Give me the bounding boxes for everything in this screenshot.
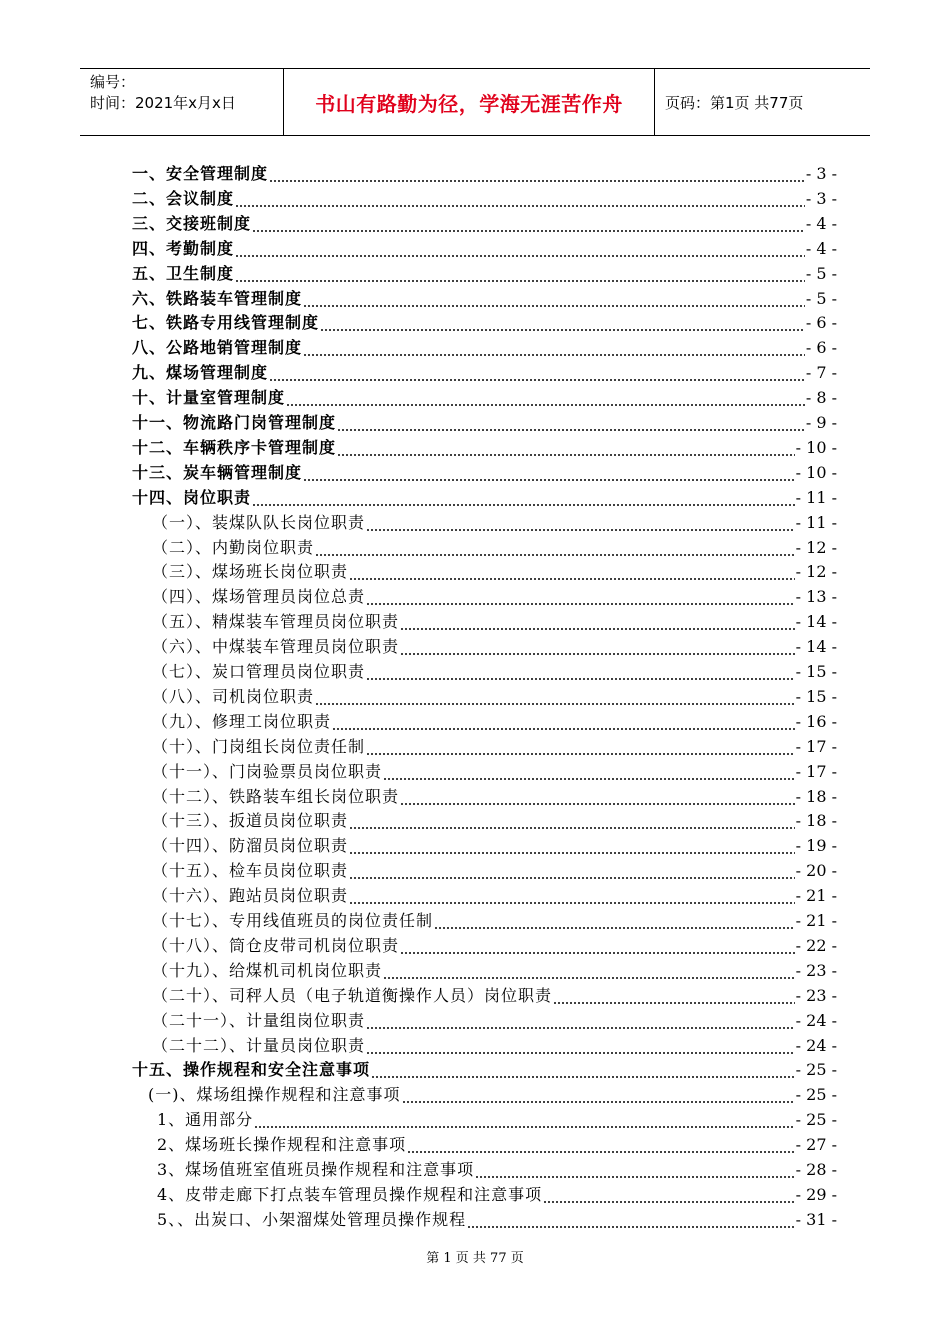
toc-entry-title: 六、铁路装车管理制度 <box>132 289 303 308</box>
toc-dot-leader <box>332 712 795 732</box>
toc-entry-page: - 20 - <box>795 861 837 880</box>
toc-entry[interactable] <box>152 534 837 558</box>
toc-dot-leader <box>269 164 805 184</box>
toc-entry-title: （十八）、筒仓皮带司机岗位职责 <box>152 936 400 955</box>
toc-entry[interactable] <box>132 484 837 508</box>
toc-entry[interactable] <box>152 882 837 906</box>
toc-entry[interactable] <box>152 583 837 607</box>
toc-entry-title: （二十一）、计量组岗位职责 <box>152 1011 366 1030</box>
toc-entry[interactable] <box>157 1156 837 1180</box>
toc-entry[interactable] <box>152 832 837 856</box>
toc-entry-title: （十）、门岗组长岗位责任制 <box>152 737 366 756</box>
toc-dot-leader <box>400 787 795 807</box>
document-time-label: 时间：2021年x月x日 <box>90 94 236 112</box>
toc-entry-page: - 10 - <box>795 463 837 482</box>
toc-entry-page: - 24 - <box>795 1011 837 1030</box>
toc-entry-title: （五）、精煤装车管理员岗位职责 <box>152 612 400 631</box>
toc-dot-leader <box>383 961 795 981</box>
toc-entry-page: - 18 - <box>795 811 837 830</box>
toc-entry-title: （十六）、跑站员岗位职责 <box>152 886 349 905</box>
toc-entry[interactable] <box>132 359 837 383</box>
toc-entry-page: - 12 - <box>795 538 837 557</box>
toc-entry-title: (一)、煤场组操作规程和注意事项 <box>148 1085 401 1104</box>
toc-entry-page: - 10 - <box>795 438 837 457</box>
toc-entry-page: - 21 - <box>795 886 837 905</box>
toc-entry-title: （二十）、司秤人员（电子轨道衡操作人员）岗位职责 <box>152 986 553 1005</box>
toc-entry-page: - 31 - <box>795 1210 837 1229</box>
toc-entry[interactable] <box>152 633 837 657</box>
toc-entry[interactable] <box>152 708 837 732</box>
toc-entry[interactable] <box>152 509 837 533</box>
toc-entry-page: - 14 - <box>795 612 837 631</box>
toc-entry-title: （十九）、给煤机司机岗位职责 <box>152 961 383 980</box>
toc-entry-page: - 6 - <box>805 313 837 332</box>
toc-entry-title: 十三、炭车辆管理制度 <box>132 463 303 482</box>
toc-entry[interactable] <box>152 982 837 1006</box>
toc-entry[interactable] <box>152 1032 837 1056</box>
toc-entry-title: 九、煤场管理制度 <box>132 363 269 382</box>
toc-entry[interactable] <box>132 459 837 483</box>
toc-entry-page: - 28 - <box>795 1160 837 1179</box>
toc-dot-leader <box>286 388 805 408</box>
toc-entry-title: 二、会议制度 <box>132 189 235 208</box>
toc-dot-leader <box>349 886 795 906</box>
toc-dot-leader <box>303 289 805 309</box>
toc-entry-title: （十三）、扳道员岗位职责 <box>152 811 349 830</box>
toc-entry-page: - 4 - <box>805 214 837 233</box>
toc-dot-leader <box>407 1135 794 1155</box>
toc-entry-title: 3、煤场值班室值班员操作规程和注意事项 <box>157 1160 475 1179</box>
toc-entry-title: 三、交接班制度 <box>132 214 252 233</box>
toc-entry[interactable] <box>132 160 837 184</box>
toc-dot-leader <box>303 463 795 483</box>
toc-dot-leader <box>269 363 805 383</box>
toc-dot-leader <box>366 662 795 682</box>
toc-entry-page: - 6 - <box>805 338 837 357</box>
toc-entry-page: - 23 - <box>795 986 837 1005</box>
toc-dot-leader <box>402 1085 795 1105</box>
toc-dot-leader <box>400 936 795 956</box>
header-meta <box>80 69 284 135</box>
toc-entry-title: （二）、内勤岗位职责 <box>152 538 315 557</box>
toc-dot-leader <box>371 1060 795 1080</box>
toc-entry-title: 十二、车辆秩序卡管理制度 <box>132 438 337 457</box>
toc-entry-page: - 14 - <box>795 637 837 656</box>
toc-entry-title: 十、计量室管理制度 <box>132 388 286 407</box>
toc-entry[interactable] <box>152 957 837 981</box>
toc-entry[interactable] <box>152 608 837 632</box>
toc-entry-page: - 17 - <box>795 762 837 781</box>
toc-entry[interactable] <box>152 1007 837 1031</box>
toc-entry[interactable] <box>152 658 837 682</box>
toc-entry-title: （六）、中煤装车管理员岗位职责 <box>152 637 400 656</box>
toc-dot-leader <box>303 338 805 358</box>
toc-entry-page: - 25 - <box>795 1085 837 1104</box>
toc-entry[interactable] <box>152 932 837 956</box>
toc-entry[interactable] <box>152 733 837 757</box>
toc-entry-page: - 12 - <box>795 562 837 581</box>
toc-entry-page: - 11 - <box>795 513 837 532</box>
toc-entry-page: - 15 - <box>795 687 837 706</box>
toc-entry-title: 一、安全管理制度 <box>132 164 269 183</box>
toc-entry-title: （八）、司机岗位职责 <box>152 687 315 706</box>
header-motto: 书山有路勤为径，学海无涯苦作舟 <box>284 69 655 135</box>
toc-entry-page: - 15 - <box>795 662 837 681</box>
toc-entry-title: （一）、装煤队队长岗位职责 <box>152 513 366 532</box>
toc-dot-leader <box>400 612 795 632</box>
toc-entry[interactable] <box>152 783 837 807</box>
toc-dot-leader <box>543 1185 794 1205</box>
toc-entry-page: - 17 - <box>795 737 837 756</box>
toc-dot-leader <box>366 737 795 757</box>
toc-entry-page: - 13 - <box>795 587 837 606</box>
toc-entry[interactable] <box>132 309 837 333</box>
toc-entry[interactable] <box>152 907 837 931</box>
toc-entry-page: - 22 - <box>795 936 837 955</box>
toc-entry-title: （三）、煤场班长岗位职责 <box>152 562 349 581</box>
toc-entry-title: （七）、炭口管理员岗位职责 <box>152 662 366 681</box>
toc-entry-title: 五、卫生制度 <box>132 264 235 283</box>
toc-entry-page: - 23 - <box>795 961 837 980</box>
toc-entry[interactable] <box>152 758 837 782</box>
toc-entry[interactable] <box>132 210 837 234</box>
toc-entry-page: - 3 - <box>805 164 837 183</box>
toc-entry-title: 十四、岗位职责 <box>132 488 252 507</box>
toc-entry[interactable] <box>152 683 837 707</box>
toc-dot-leader <box>235 239 805 259</box>
toc-entry[interactable] <box>132 260 837 284</box>
toc-entry-page: - 29 - <box>795 1185 837 1204</box>
toc-dot-leader <box>383 762 795 782</box>
toc-entry-title: （九）、修理工岗位职责 <box>152 712 332 731</box>
toc-entry[interactable] <box>157 1181 837 1205</box>
toc-entry-page: - 11 - <box>795 488 837 507</box>
toc-entry[interactable] <box>132 285 837 309</box>
toc-entry-title: 四、考勤制度 <box>132 239 235 258</box>
toc-entry-title: 七、铁路专用线管理制度 <box>132 313 320 332</box>
toc-dot-leader <box>366 587 795 607</box>
toc-dot-leader <box>315 538 795 558</box>
toc-entry-title: （十二）、铁路装车组长岗位职责 <box>152 787 400 806</box>
toc-entry-title: （十四）、防溜员岗位职责 <box>152 836 349 855</box>
toc-dot-leader <box>235 189 805 209</box>
toc-dot-leader <box>475 1160 794 1180</box>
toc-entry[interactable] <box>148 1081 837 1105</box>
document-number-label: 编号： <box>90 73 136 91</box>
toc-dot-leader <box>252 488 795 508</box>
toc-entry-page: - 16 - <box>795 712 837 731</box>
toc-dot-leader <box>349 811 795 831</box>
toc-entry[interactable] <box>132 185 837 209</box>
toc-entry[interactable] <box>132 434 837 458</box>
toc-entry-page: - 21 - <box>795 911 837 930</box>
toc-entry-page: - 8 - <box>805 388 837 407</box>
toc-entry[interactable] <box>132 409 837 433</box>
toc-entry-title: （二十二）、计量员岗位职责 <box>152 1036 366 1055</box>
toc-dot-leader <box>366 1036 795 1056</box>
toc-entry[interactable] <box>152 857 837 881</box>
toc-dot-leader <box>254 1110 794 1130</box>
toc-entry[interactable] <box>132 384 837 408</box>
toc-dot-leader <box>349 562 795 582</box>
toc-entry-page: - 7 - <box>805 363 837 382</box>
toc-entry[interactable] <box>132 235 837 259</box>
toc-entry-page: - 25 - <box>795 1110 837 1129</box>
toc-entry-title: 5、、出炭口、小架溜煤处管理员操作规程 <box>157 1210 467 1229</box>
toc-dot-leader <box>337 413 805 433</box>
toc-dot-leader <box>252 214 805 234</box>
toc-dot-leader <box>235 264 805 284</box>
toc-entry-page: - 5 - <box>805 264 837 283</box>
toc-dot-leader <box>366 1011 795 1031</box>
toc-dot-leader <box>349 861 795 881</box>
toc-entry[interactable] <box>152 558 837 582</box>
toc-entry-page: - 9 - <box>805 413 837 432</box>
page-footer: 第 1 页 共 77 页 <box>426 1251 524 1266</box>
toc-entry-page: - 19 - <box>795 836 837 855</box>
toc-dot-leader <box>366 513 795 533</box>
toc-dot-leader <box>467 1210 794 1230</box>
toc-dot-leader <box>315 687 795 707</box>
page-header <box>80 68 870 136</box>
toc-entry-title: 1、通用部分 <box>157 1110 254 1129</box>
toc-entry[interactable] <box>132 1056 837 1080</box>
toc-entry[interactable] <box>157 1106 837 1130</box>
toc-entry-title: 4、皮带走廊下打点装车管理员操作规程和注意事项 <box>157 1185 543 1204</box>
toc-entry[interactable] <box>157 1206 837 1230</box>
toc-dot-leader <box>320 313 805 333</box>
toc-entry-page: - 24 - <box>795 1036 837 1055</box>
toc-entry[interactable] <box>152 807 837 831</box>
toc-entry-title: 八、公路地销管理制度 <box>132 338 303 357</box>
header-page-info: 页码：第1页 共77页 <box>665 93 804 112</box>
toc-entry-title: 十五、操作规程和安全注意事项 <box>132 1060 371 1079</box>
toc-dot-leader <box>349 836 795 856</box>
toc-entry-title: （十一）、门岗验票员岗位职责 <box>152 762 383 781</box>
toc-dot-leader <box>337 438 795 458</box>
toc-entry[interactable] <box>157 1131 837 1155</box>
toc-entry[interactable] <box>132 334 837 358</box>
toc-entry-page: - 27 - <box>795 1135 837 1154</box>
toc-entry-page: - 3 - <box>805 189 837 208</box>
toc-dot-leader <box>400 637 795 657</box>
toc-entry-title: （十七）、专用线值班员的岗位责任制 <box>152 911 434 930</box>
toc-entry-title: 十一、物流路门岗管理制度 <box>132 413 337 432</box>
toc-entry-title: （十五）、检车员岗位职责 <box>152 861 349 880</box>
toc-entry-page: - 5 - <box>805 289 837 308</box>
toc-dot-leader <box>553 986 795 1006</box>
toc-entry-page: - 18 - <box>795 787 837 806</box>
toc-entry-title: 2、煤场班长操作规程和注意事项 <box>157 1135 407 1154</box>
toc-entry-page: - 4 - <box>805 239 837 258</box>
toc-dot-leader <box>434 911 795 931</box>
toc-entry-title: （四）、煤场管理员岗位总责 <box>152 587 366 606</box>
toc-entry-page: - 25 - <box>795 1060 837 1079</box>
